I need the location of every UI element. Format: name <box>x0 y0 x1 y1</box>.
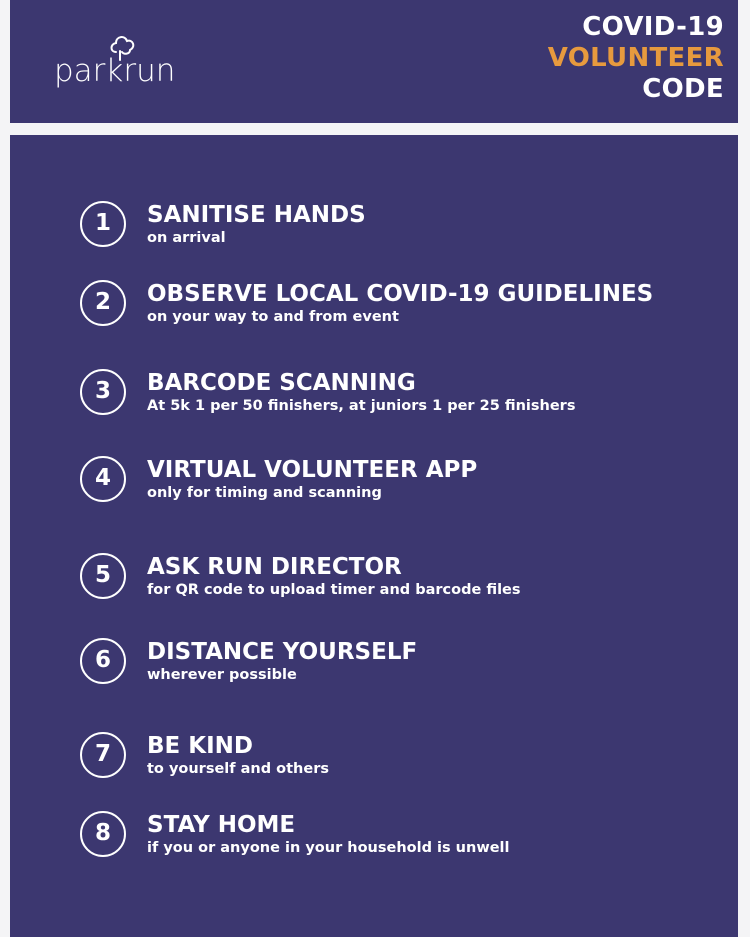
item-title: BE KIND <box>147 733 253 759</box>
item-subtitle: on arrival <box>147 230 226 246</box>
item-subtitle: At 5k 1 per 50 finishers, at juniors 1 per 25 finishers <box>147 398 576 414</box>
title-volunteer: VOLUNTEER <box>547 43 724 73</box>
list-item <box>80 811 720 871</box>
list-item <box>80 456 720 516</box>
item-subtitle: to yourself and others <box>147 761 329 777</box>
item-title: OBSERVE LOCAL COVID-19 GUIDELINES <box>147 281 654 307</box>
item-subtitle: if you or anyone in your household is unwell <box>147 840 510 856</box>
item-title: ASK RUN DIRECTOR <box>147 554 402 580</box>
number-badge: 1 <box>80 201 126 247</box>
number-badge: 2 <box>80 280 126 326</box>
item-subtitle: for QR code to upload timer and barcode files <box>147 582 521 598</box>
title-code: CODE <box>642 74 724 104</box>
item-subtitle: only for timing and scanning <box>147 485 382 501</box>
number-badge: 8 <box>80 811 126 857</box>
item-title: STAY HOME <box>147 812 296 838</box>
item-subtitle: wherever possible <box>147 667 297 683</box>
list-item <box>80 553 720 613</box>
item-title: VIRTUAL VOLUNTEER APP <box>147 457 478 483</box>
header-banner <box>10 0 738 123</box>
list-item <box>80 732 720 792</box>
list-item <box>80 201 720 261</box>
item-title: SANITISE HANDS <box>147 202 366 228</box>
poster-title <box>548 12 724 105</box>
title-covid: COVID-19 <box>582 12 724 42</box>
item-title: BARCODE SCANNING <box>147 370 416 396</box>
number-badge: 5 <box>80 553 126 599</box>
number-badge: 4 <box>80 456 126 502</box>
number-badge: 7 <box>80 732 126 778</box>
item-subtitle: on your way to and from event <box>147 309 399 325</box>
item-title: DISTANCE YOURSELF <box>147 639 418 665</box>
code-list-panel <box>10 135 738 937</box>
list-item <box>80 369 720 429</box>
logo-wordmark: parkrun <box>54 53 176 89</box>
list-item <box>80 280 720 340</box>
list-item <box>80 638 720 698</box>
number-badge: 6 <box>80 638 126 684</box>
parkrun-logo <box>50 30 200 100</box>
number-badge: 3 <box>80 369 126 415</box>
